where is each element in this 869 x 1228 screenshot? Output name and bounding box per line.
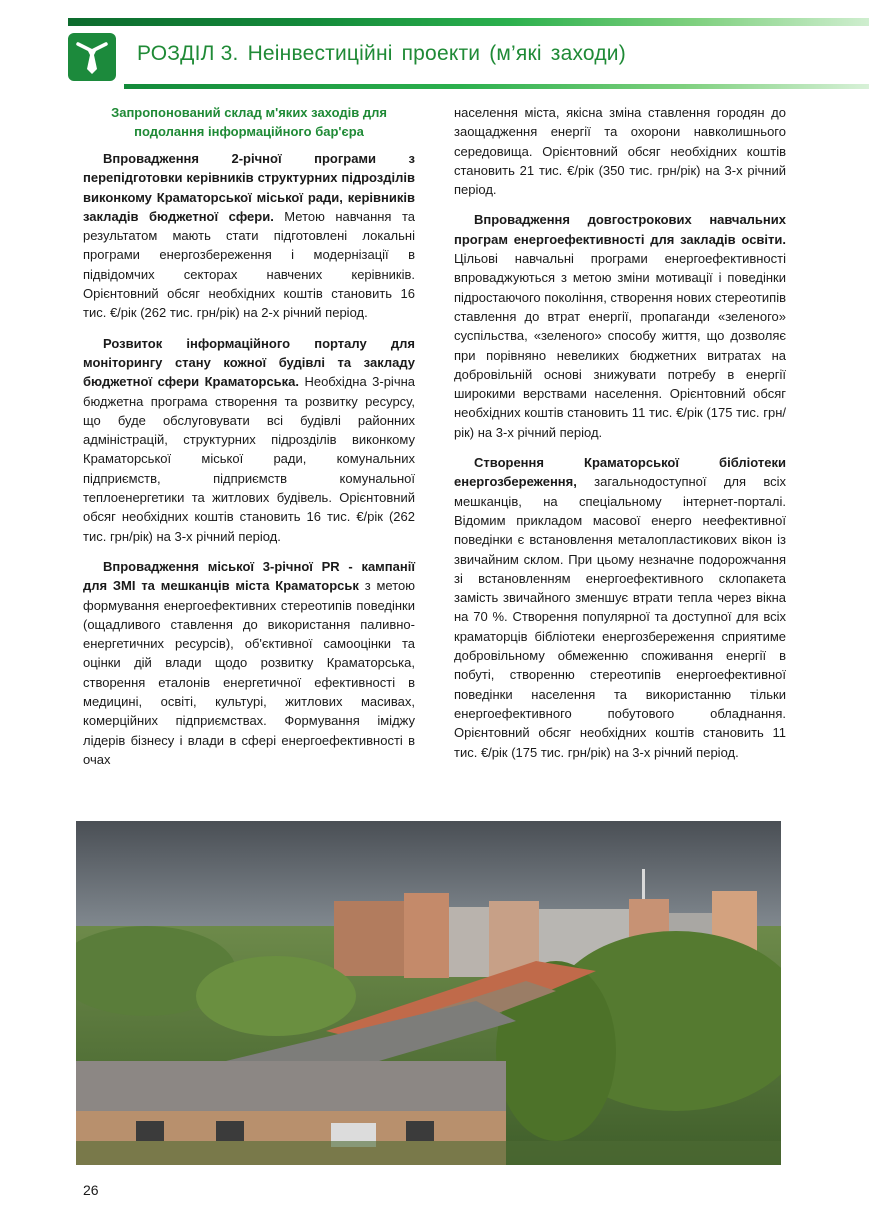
paragraph-lead: Створення Краматорської бібліотеки енергозбереження,: [454, 455, 786, 490]
section-heading: Запропонований склад м'яких заходів для подолання інформаційного бар'єра: [111, 105, 387, 139]
paragraph-lead: Впровадження довгострокових навчальних програм енергоефективності для закладів освіти.: [454, 212, 786, 247]
paragraph-body: з метою формування енергоефективних стереотипів поведінки (ощадливого ставлення до використання паливно-енергетичних ресурсів), об'єктивної самооцінки та оцінки дій влади щодо розвитку Краматорська, створення еталонів енергетичної ефективності в медицині, освіті, культурі, житлових масивах, комерційних підприємствах. Формування іміджу лідерів бізнесу і влади в сфері енергоефективності в очах: [83, 578, 415, 767]
paragraph: [83, 557, 415, 769]
paragraph-lead: Впровадження міської 3-річної PR - кампанії для ЗМІ та мешканців міста Краматорськ: [83, 558, 415, 594]
title-word: заходи): [550, 42, 626, 65]
title-word: (м’які: [489, 42, 542, 65]
paragraph: [454, 453, 786, 762]
section-title: [137, 42, 626, 66]
paragraph: [454, 210, 786, 442]
title-word: Неінвестиційні: [247, 42, 393, 65]
header-underline: [124, 84, 869, 89]
paragraph-lead: Впровадження 2-річної програми з перепідготовки керівників структурних підрозділів виконкому Краматорської міської ради, керівників закладів бюджетної сфери.: [83, 151, 415, 224]
section-label: РОЗДІЛ 3.: [137, 42, 239, 65]
tie-icon: [68, 33, 116, 81]
paragraph-body: Цільові навчальні програми енергоефективності впроваджуються з метою зміни мотивації і поведінки підростаючого покоління, створення нових стереотипів ставлення до втрат енергії, пропаганди «зеленого» суспільства, «зеленого» способу життя, що дозволяє при порівняно невеликих бюджетних витратах на добровільній основі знижувати потребу в енергії широкими верствами населення. Орієнтовний обсяг необхідних коштів становить 11 тис. €/рік (175 тис. грн/рік) на 3-х річний період.: [454, 251, 787, 440]
paragraph-body: Необхідна 3-річна бюджетна програма створення та розвитку ресурсу, що буде обслуговувати всі будівлі районних адміністрацій, структурних підрозділів виконкому Краматорської міської ради, комунальних підприємств, підприємств комунальної теплоенергетики та житлових будівель. Орієнтовний обсяг необхідних коштів становить 16 тис. €/рік (262 тис. грн/рік) на 3-х річний період.: [83, 374, 415, 544]
paragraph-continued: населення міста, якісна зміна ставлення городян до заощадження енергії та охорони навколишнього середовища. Орієнтовний обсяг необхідних коштів становить 21 тис. €/рік (350 тис. грн/рік) на 3-х річний період.: [454, 105, 786, 198]
paragraph: [83, 334, 415, 546]
paragraph: [83, 149, 415, 323]
city-rooftops-image: [76, 821, 781, 1165]
header-top-bar: [68, 18, 869, 26]
right-column: [454, 103, 786, 773]
city-photo: [76, 821, 781, 1165]
left-column: [83, 103, 415, 780]
section-logo: [68, 33, 116, 81]
title-word: проекти: [401, 42, 481, 65]
page-number: 26: [83, 1182, 99, 1198]
paragraph-body: Метою навчання та результатом мають стати підготовлені локальні програми енергозбереження і модернізації в підвідомчих секторах навчених керівників. Орієнтовний обсяг необхідних коштів становить 16 тис. €/рік (262 тис. грн/рік) на 2-х річний період.: [83, 208, 415, 321]
paragraph-lead: Розвиток інформаційного порталу для моніторингу стану кожної будівлі та закладу бюджетної сфери Краматорська.: [83, 335, 415, 390]
paragraph-body: загальнодоступної для всіх мешканців, на спеціальному інтернет-порталі. Відомим прикладом масової енерго неефективної поведінки є встановлення металопластикових вікон із звичайним склом. При цьому незначне подорожчання зі встановленням енергоефективного склопакета замість звичайного зменшує втрати тепла через вікна на 70 %. Створення популярної та доступної для всіх краматорців бібліотеки енергозбереження сприятиме добровільному обмеженню споживання енергії в побуті, створенню стереотипів енергоефективної поведінки населення та використанню тільки енергоефективного побутового обладнання. Орієнтовний обсяг необхідних коштів становить 11 тис. €/рік (175 тис. грн/рік) на 3-х річний період.: [454, 474, 786, 760]
